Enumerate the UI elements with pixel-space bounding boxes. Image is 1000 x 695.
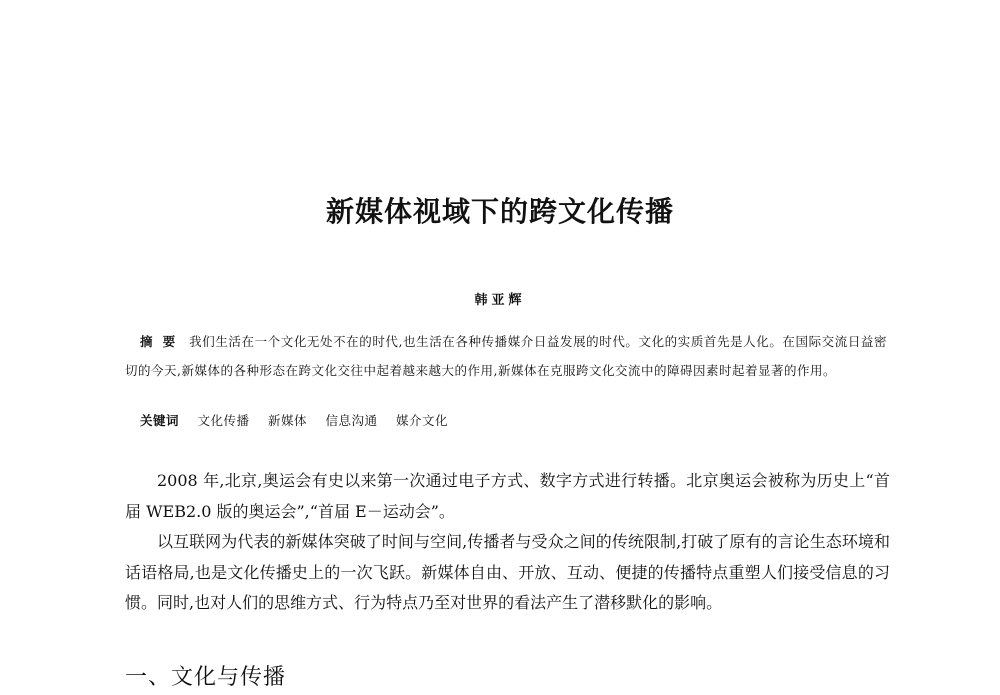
section-heading: 一、文化与传播 <box>125 665 287 690</box>
keyword: 文化传播 <box>197 413 250 428</box>
keyword: 媒介文化 <box>396 413 449 428</box>
abstract-block <box>125 327 887 385</box>
author-name: 韩亚辉 <box>474 293 526 308</box>
keyword: 新媒体 <box>268 413 308 428</box>
body-paragraph: 2008 年,北京,奥运会有史以来第一次通过电子方式、数字方式进行转播。北京奥运会被称为历史上“首届 WEB2.0 版的奥运会”,“首届 E－运动会”。 <box>125 471 890 521</box>
abstract-text: 我们生活在一个文化无处不在的时代,也生活在各种传播媒介日益发展的时代。文化的实质首先是人化。在国际交流日益密切的今天,新媒体的各种形态在跨文化交往中起着越来越大的作用,新媒体在克服跨文化交流中的障碍因素时起着显著的作用。 <box>125 334 887 378</box>
keywords-label: 关键词 <box>140 413 180 428</box>
keyword: 信息沟通 <box>325 413 378 428</box>
paper-title: 新媒体视域下的跨文化传播 <box>325 195 674 228</box>
body-paragraph: 以互联网为代表的新媒体突破了时间与空间,传播者与受众之间的传统限制,打破了原有的言论生态环境和话语格局,也是文化传播史上的一次飞跃。新媒体自由、开放、互动、便捷的传播特点重塑人们接受信息的习惯。同时,也对人们的思维方式、行为特点乃至对世界的看法产生了潜移默化的影响。 <box>125 532 890 612</box>
keywords-block <box>140 411 880 429</box>
abstract-label: 摘要 <box>140 334 186 349</box>
body-text <box>125 466 890 619</box>
